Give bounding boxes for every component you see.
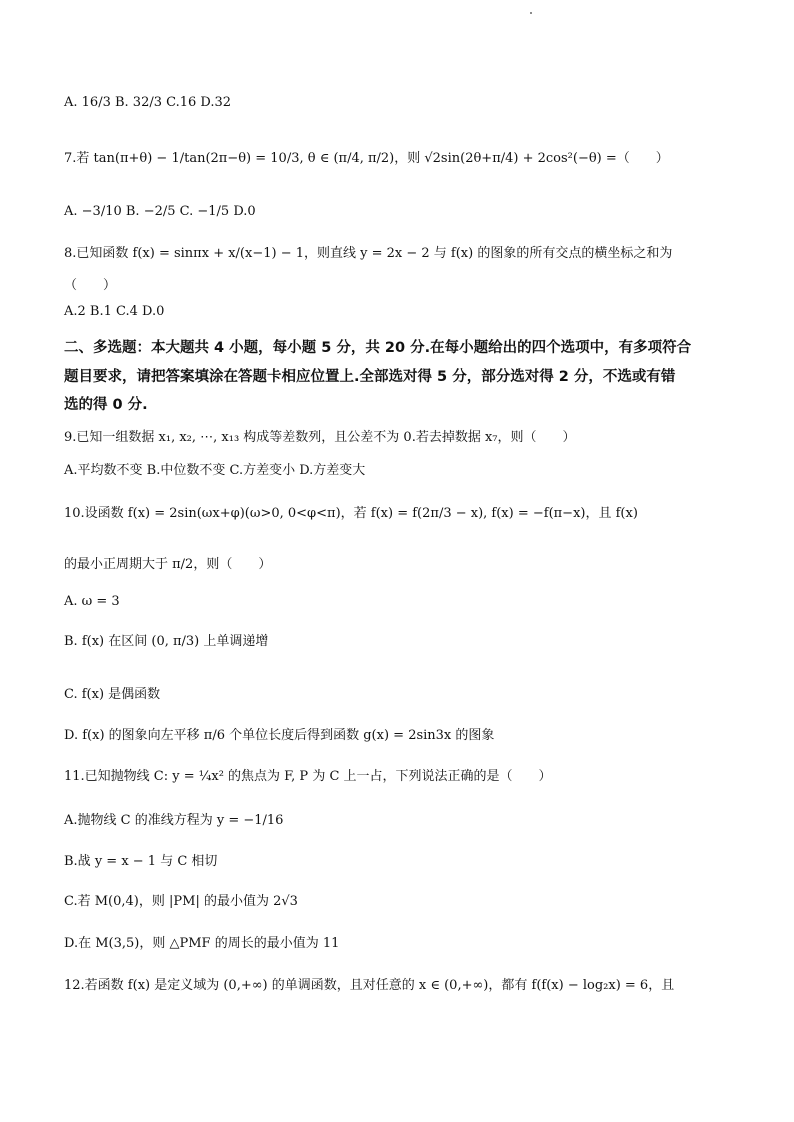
q7-options: A. −3/10 B. −2/5 C. −1/5 D.0 [64, 204, 256, 219]
q10-option-a: A. ω = 3 [64, 594, 120, 609]
q10-option-d: D. f(x) 的图象向左平移 π/6 个单位长度后得到函数 g(x) = 2sin3x 的图象 [64, 728, 495, 743]
q10-option-c: C. f(x) 是偶函数 [64, 687, 161, 702]
q11-option-c: C.若 M(0,4)，则 |PM| 的最小值为 2√3 [64, 894, 298, 909]
q8-options: A.2 B.1 C.4 D.0 [64, 304, 165, 319]
q7-text: 7.若 tan(π+θ) − 1/tan(2π−θ) = 10/3, θ ∈ (π/4, π/2)，则 √2sin(2θ+π/4) + 2cos²(−θ) =（ ） [64, 151, 669, 166]
q10-text-cont: 的最小正周期大于 π/2，则（ ） [64, 557, 272, 572]
q9-options: A.平均数不变 B.中位数不变 C.方差变小 D.方差变大 [64, 463, 366, 478]
q11-option-a: A.抛物线 C 的准线方程为 y = −1/16 [64, 813, 284, 828]
section2-heading-line2: 题目要求，请把答案填涂在答题卡相应位置上.全部选对得 5 分，部分选对得 2 分，不选或有错 [64, 369, 676, 385]
section2-heading-line3: 选的得 0 分. [64, 397, 148, 413]
q10-option-b: B. f(x) 在区间 (0, π/3) 上单调递增 [64, 634, 269, 649]
q6-options: A. 16/3 B. 32/3 C.16 D.32 [64, 95, 232, 110]
q9-text: 9.已知一组数据 x₁, x₂, ⋯, x₁₃ 构成等差数列，且公差不为 0.若去掉数据 x₇，则（ ） [64, 430, 576, 445]
q8-text: 8.已知函数 f(x) = sinπx + x/(x−1) − 1，则直线 y = 2x − 2 与 f(x) 的图象的所有交点的横坐标之和为 [64, 246, 673, 261]
q11-text: 11.已知抛物线 C: y = ¼x² 的焦点为 F, P 为 C 上一占，下列说法正确的是（ ） [64, 769, 552, 784]
scan-dot [530, 12, 532, 14]
section2-heading-line1: 二、多选题：本大题共 4 小题，每小题 5 分，共 20 分.在每小题给出的四个选项中，有多项符合 [64, 340, 692, 356]
q11-option-b: B.战 y = x − 1 与 C 相切 [64, 854, 218, 869]
q10-text: 10.设函数 f(x) = 2sin(ωx+φ)(ω>0, 0<φ<π)，若 f(x) = f(2π/3 − x), f(x) = −f(π−x)，且 f(x) [64, 506, 638, 521]
q8-paren: （ ） [64, 278, 117, 293]
q12-text: 12.若函数 f(x) 是定义域为 (0,+∞) 的单调函数，且对任意的 x ∈ (0,+∞)，都有 f(f(x) − log₂x) = 6，且 [64, 978, 675, 993]
q11-option-d: D.在 M(3,5)，则 △PMF 的周长的最小值为 11 [64, 936, 340, 951]
